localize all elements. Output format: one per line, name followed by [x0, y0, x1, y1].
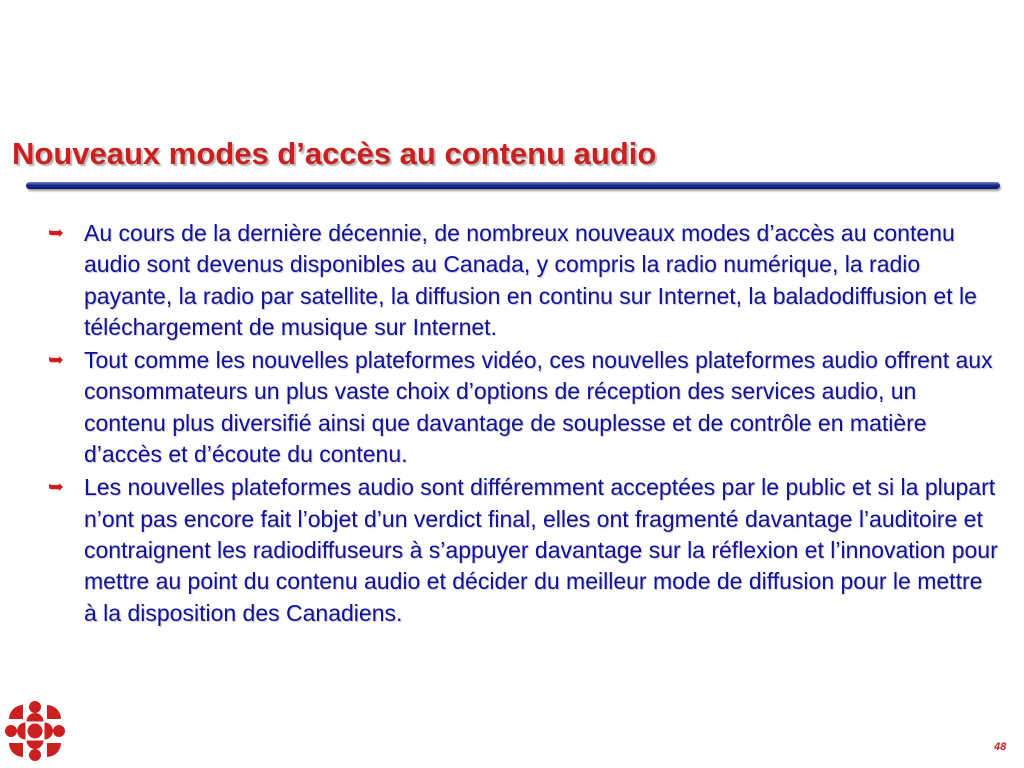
- slide-title: Nouveaux modes d’accès au contenu audio: [12, 136, 657, 171]
- cbc-radio-canada-logo-icon: [4, 700, 66, 762]
- title-divider: [26, 182, 1000, 189]
- bullet-text: Au cours de la dernière décennie, de nombreux nouveaux modes d’accès au contenu audio sont devenus disponibles au Canada, y compris la radio numérique, la radio payante, la radio par satellite, la diffusion en continu sur Internet, la baladodiffusion et le téléchargement de musique sur Internet.: [84, 220, 977, 340]
- bullet-item: [48, 472, 998, 628]
- bullet-item: [48, 345, 998, 470]
- right-arrow-icon: ➥: [48, 223, 64, 244]
- bullet-text: Tout comme les nouvelles plateformes vidéo, ces nouvelles plateformes audio offrent aux consommateurs un plus vaste choix d’options de réception des services audio, un contenu plus diversifié ainsi que davantage de souplesse et de contrôle en matière d’accès et d’écoute du contenu.: [84, 347, 993, 468]
- bullet-list: [48, 218, 998, 631]
- page-number: 48: [994, 741, 1007, 753]
- right-arrow-icon: ➥: [48, 477, 64, 499]
- bullet-item: [48, 218, 998, 343]
- right-arrow-icon: ➥: [48, 350, 64, 372]
- bullet-text: Les nouvelles plateformes audio sont différemment acceptées par le public et si la plupart n’ont pas encore fait l’objet d’un verdict final, elles ont fragmenté davantage l’auditoire et contraignent les radiodiffuseurs à s’appuyer davantage sur la réflexion et l’innovation pour mettre au point du contenu audio et décider du meilleur mode de diffusion pour le mettre à la disposition des Canadiens.: [84, 474, 998, 626]
